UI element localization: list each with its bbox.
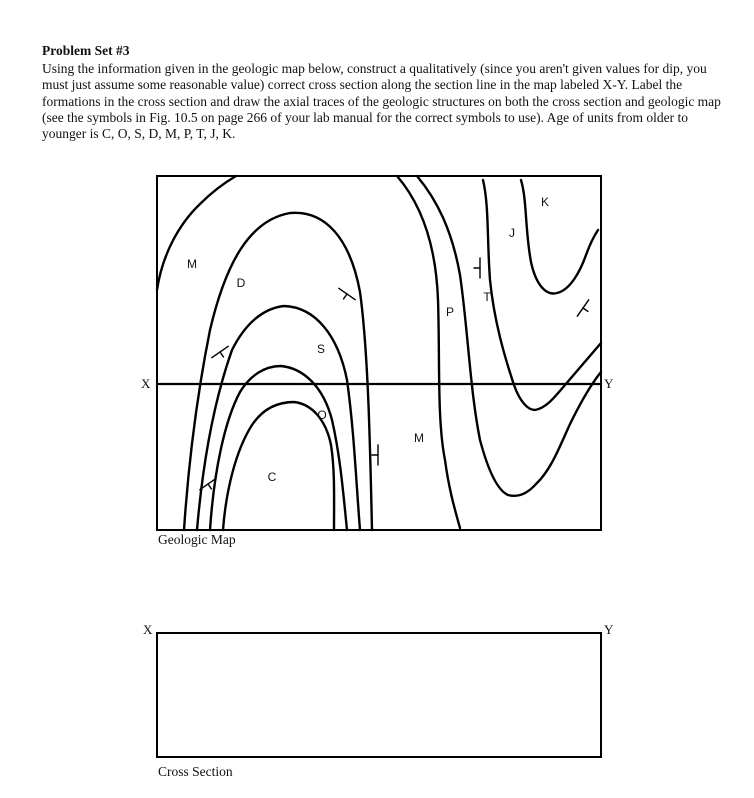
cross-section-y-label: Y	[604, 622, 614, 637]
unit-label-m-left: M	[187, 257, 197, 271]
unit-label-c: C	[267, 470, 277, 484]
contact-j-k	[521, 180, 598, 293]
strike-dip-symbol-m-lower	[372, 445, 378, 465]
unit-label-t: T	[483, 290, 491, 304]
unit-label-j: J	[509, 226, 515, 240]
geologic-map-caption: Geologic Map	[158, 532, 236, 547]
contact-s-o-outer	[197, 306, 360, 530]
unit-label-p: P	[445, 305, 455, 319]
unit-label-o: O	[317, 408, 327, 422]
strike-dip-symbol-p-t	[474, 258, 480, 278]
cross-section-x-label: X	[143, 622, 153, 637]
unit-label-k: K	[540, 195, 550, 209]
unit-label-d: D	[236, 276, 246, 290]
map-x-label: X	[141, 376, 151, 391]
cross-section-frame	[157, 633, 601, 757]
unit-label-m-right: M	[414, 431, 424, 445]
contact-m-p	[397, 176, 460, 528]
contact-p-t	[417, 176, 601, 496]
cross-section-caption: Cross Section	[158, 764, 233, 779]
contact-d-s	[184, 213, 372, 530]
problem-body: Using the information given in the geologic map below, construct a qualitatively (since you aren't given values for dip, you must just assume some reasonable value) correct cross section along the section line in the map labeled X-Y. Label the formations in the cross section and draw the axial traces of the geologic structures on both the cross section and geologic map (see the symbols in Fig. 10.5 on page 266 of your lab manual for the correct symbols to use). Age of units from older to younger is C, O, S, D, M, P, T, J, K.	[42, 61, 721, 142]
problem-title: Problem Set #3	[42, 43, 130, 58]
contact-o-c-1	[210, 366, 347, 530]
map-y-label: Y	[604, 376, 614, 391]
contact-t-j	[483, 180, 601, 410]
map-frame	[157, 176, 601, 530]
contact-m-d-top	[157, 176, 236, 290]
unit-label-s: S	[316, 342, 326, 356]
strike-dip-symbol-d-right	[335, 288, 355, 304]
strike-dip-symbol-t-right	[577, 300, 593, 320]
